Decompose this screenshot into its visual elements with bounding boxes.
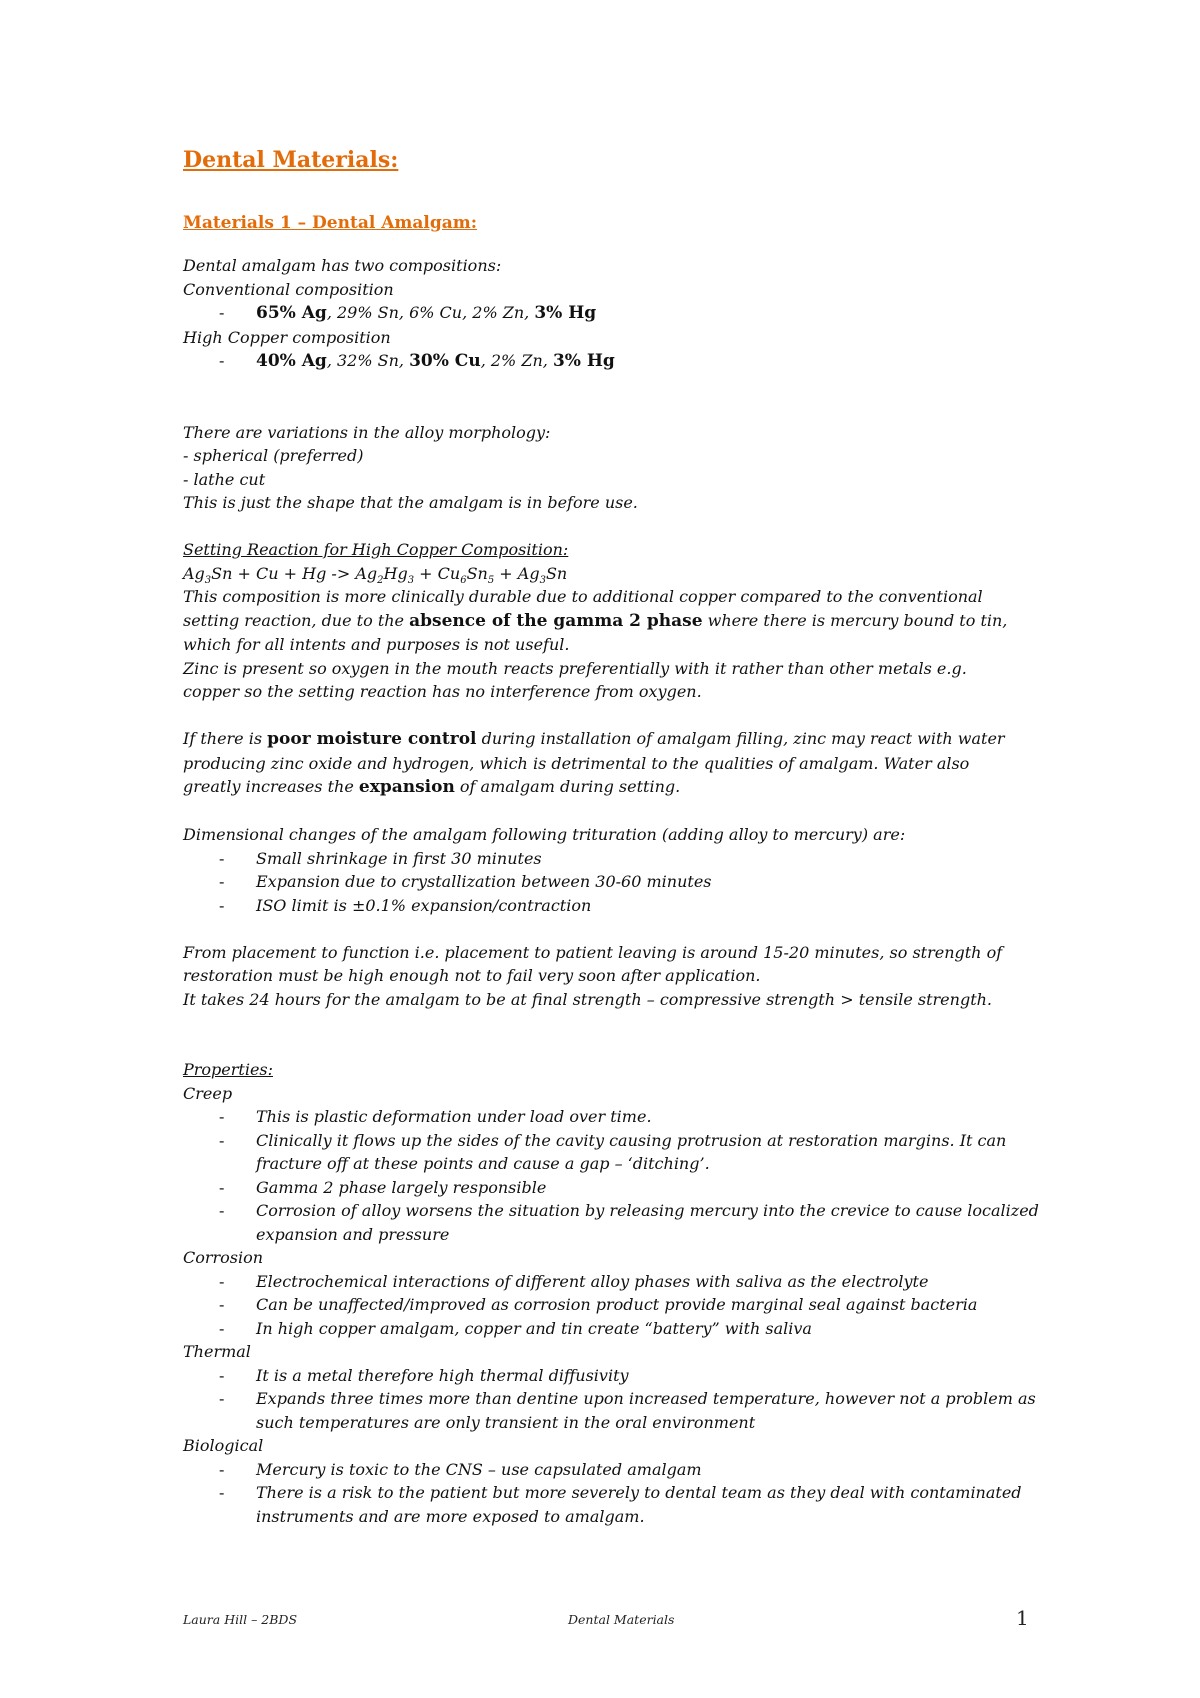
setting-equation: $Ag_3Sn + Cu + Hg -> Ag_2Hg_3 + Cu_6Sn_5 + Ag_3Sn$ [183, 563, 568, 586]
page-content [183, 146, 1043, 1528]
list-item: - In high copper amalgam, copper and tin create “battery” with saliva [219, 1318, 812, 1338]
list-item: - This is plastic deformation under load over time. [219, 1107, 652, 1126]
list-item: - Can be unaffected/improved as corrosion product provide marginal seal against bacteria [219, 1295, 978, 1314]
list-item: - Clinically it flows up the sides of the cavity causing protrusion at restoration margins. It can fracture off at these points and cause a gap – ‘ditching’. [219, 1130, 1007, 1173]
placement-line: From placement to function i.e. placement to patient leaving is around 15-20 minutes, so strength of [183, 942, 1003, 962]
conventional-label: Conventional composition [183, 279, 394, 299]
setting-line: This composition is more clinically durable due to additional copper compared to the conventional [183, 587, 983, 606]
property-name-biological: Biological [183, 1436, 264, 1455]
list-item: - ISO limit is ±0.1% expansion/contraction [219, 895, 592, 915]
morphology-line: - lathe cut [183, 469, 266, 489]
conventional-list [183, 301, 1043, 326]
setting-line: setting reaction, due to the absence of the gamma 2 phase where there is mercury bound to tin, [183, 610, 1008, 631]
thermal-list [183, 1364, 1043, 1435]
high-copper-list [183, 349, 1043, 374]
setting-heading: Setting Reaction for High Copper Composition: [183, 540, 569, 559]
list-item: - 40% Ag, 32% Sn, 30% Cu, 2% Zn, 3% Hg [219, 351, 615, 371]
list-item: - Small shrinkage in first 30 minutes [219, 848, 542, 868]
moisture-line: producing zinc oxide and hydrogen, which is detrimental to the qualities of amalgam. Water also [183, 753, 970, 773]
list-item: - Expands three times more than dentine upon increased temperature, however not a problem as such temperatures are only transient in the oral environment [219, 1389, 1036, 1432]
list-item: - 65% Ag, 29% Sn, 6% Cu, 2% Zn, 3% Hg [219, 303, 597, 323]
property-name-creep: Creep [183, 1083, 233, 1103]
footer-author: Laura Hill – 2BDS [183, 1612, 298, 1627]
creep-list [183, 1105, 1043, 1246]
intro-line: Dental amalgam has two compositions: [183, 256, 502, 275]
dimensional-list [183, 847, 1043, 918]
property-name-corrosion: Corrosion [183, 1248, 264, 1267]
moisture-line: If there is poor moisture control during installation of amalgam filling, zinc may react with water [183, 729, 1005, 749]
properties-heading: Properties: [183, 1060, 274, 1079]
list-item: - It is a metal therefore high thermal diffusivity [219, 1365, 629, 1385]
section-title: Materials 1 – Dental Amalgam: [183, 213, 478, 233]
document-title: Dental Materials: [183, 147, 399, 173]
property-name-thermal: Thermal [183, 1342, 251, 1361]
setting-line: which for all intents and purposes is not useful. [183, 635, 570, 654]
setting-line: copper so the setting reaction has no interference from oxygen. [183, 682, 702, 701]
footer-title: Dental Materials [568, 1612, 675, 1627]
list-item: - Electrochemical interactions of different alloy phases with saliva as the electrolyte [219, 1271, 929, 1291]
morphology-line: - spherical (preferred) [183, 446, 364, 465]
list-item: - Expansion due to crystallization between 30-60 minutes [219, 872, 712, 891]
dimensional-intro: Dimensional changes of the amalgam following trituration (adding alloy to mercury) are: [183, 825, 906, 844]
list-item: - Gamma 2 phase largely responsible [219, 1177, 547, 1197]
page-number: 1 [1016, 1606, 1029, 1630]
biological-list [183, 1458, 1043, 1529]
list-item: - There is a risk to the patient but more severely to dental team as they deal with contaminated instruments and are more exposed to amalgam. [219, 1483, 1022, 1526]
list-item: - Corrosion of alloy worsens the situation by releasing mercury into the crevice to cause localized expansion and pressure [219, 1201, 1039, 1244]
morphology-line: There are variations in the alloy morphology: [183, 422, 551, 442]
moisture-line: greatly increases the expansion of amalgam during setting. [183, 777, 681, 797]
corrosion-list [183, 1270, 1043, 1341]
high-copper-label: High Copper composition [183, 327, 391, 347]
placement-line: restoration must be high enough not to fail very soon after application. [183, 966, 761, 985]
placement-line: It takes 24 hours for the amalgam to be at final strength – compressive strength > tensile strength. [183, 989, 993, 1009]
morphology-line: This is just the shape that the amalgam is in before use. [183, 493, 638, 512]
list-item: - Mercury is toxic to the CNS – use capsulated amalgam [219, 1459, 702, 1479]
setting-line: Zinc is present so oxygen in the mouth reacts preferentially with it rather than other metals e.g. [183, 658, 967, 678]
